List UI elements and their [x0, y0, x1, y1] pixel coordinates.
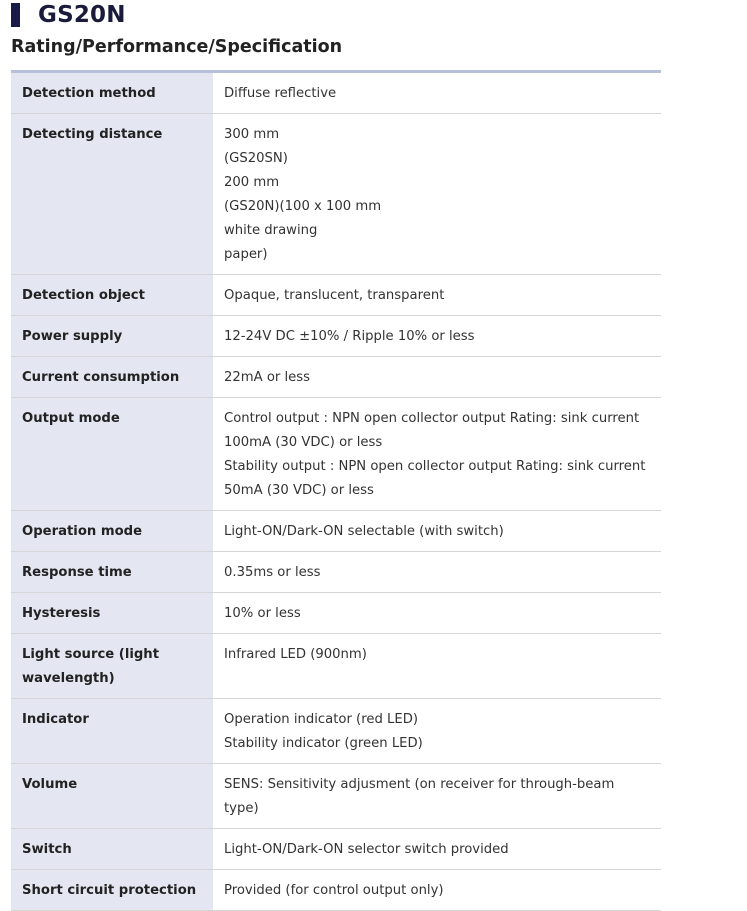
spec-row	[11, 316, 661, 357]
spec-label: Indicator	[11, 699, 213, 764]
spec-value	[213, 870, 661, 911]
spec-label: Detecting distance	[11, 114, 213, 275]
spec-value-line: 300 mm	[224, 127, 280, 142]
heading-accent-bar	[11, 3, 20, 27]
spec-label: Switch	[11, 829, 213, 870]
spec-value	[213, 552, 661, 593]
spec-label: Power supply	[11, 316, 213, 357]
spec-value-line: white drawing	[224, 223, 318, 238]
spec-label: Short circuit protection	[11, 870, 213, 911]
spec-value-line: Stability indicator (green LED)	[224, 736, 423, 751]
spec-label: Response time	[11, 552, 213, 593]
spec-value	[213, 357, 661, 398]
spec-value-line: Operation indicator (red LED)	[224, 712, 418, 727]
spec-value-line: Light-ON/Dark-ON selectable (with switch)	[224, 524, 504, 539]
spec-label: Current consumption	[11, 357, 213, 398]
spec-table-body	[11, 72, 661, 911]
spec-table	[11, 70, 661, 911]
spec-row	[11, 552, 661, 593]
spec-label: Detection method	[11, 72, 213, 114]
spec-label: Operation mode	[11, 511, 213, 552]
spec-row	[11, 357, 661, 398]
spec-value	[213, 634, 661, 699]
spec-value	[213, 511, 661, 552]
spec-value-line: 50mA (30 VDC) or less	[224, 483, 374, 498]
spec-value-line: Control output : NPN open collector output Rating: sink current	[224, 411, 640, 426]
spec-value-line: 200 mm	[224, 175, 280, 190]
spec-row	[11, 511, 661, 552]
section-title: Rating/Performance/Specification	[11, 37, 343, 57]
spec-value-line: SENS: Sensitivity adjusment (on receiver for through-beam type)	[224, 777, 615, 816]
spec-label: Light source (light wavelength)	[11, 634, 213, 699]
spec-value-line: 12-24V DC ±10% / Ripple 10% or less	[224, 329, 475, 344]
spec-row	[11, 829, 661, 870]
spec-value	[213, 398, 661, 511]
spec-label: Hysteresis	[11, 593, 213, 634]
spec-value	[213, 764, 661, 829]
spec-row	[11, 72, 661, 114]
spec-value-line: 0.35ms or less	[224, 565, 321, 580]
spec-value-line: Stability output : NPN open collector output Rating: sink current	[224, 459, 646, 474]
spec-row	[11, 634, 661, 699]
spec-value-line: (GS20N)(100 x 100 mm	[224, 199, 382, 214]
spec-value	[213, 316, 661, 357]
spec-label: Output mode	[11, 398, 213, 511]
spec-value	[213, 699, 661, 764]
spec-value-line: 100mA (30 VDC) or less	[224, 435, 383, 450]
spec-row	[11, 764, 661, 829]
product-name: GS20N	[38, 2, 126, 28]
spec-row	[11, 275, 661, 316]
spec-value	[213, 275, 661, 316]
spec-value	[213, 829, 661, 870]
spec-row	[11, 398, 661, 511]
spec-value-line: (GS20SN)	[224, 151, 288, 166]
spec-value-line: Infrared LED (900nm)	[224, 647, 367, 662]
spec-row	[11, 870, 661, 911]
spec-row	[11, 114, 661, 275]
spec-value-line: Diffuse reflective	[224, 86, 337, 101]
spec-value	[213, 593, 661, 634]
spec-value-line: 22mA or less	[224, 370, 311, 385]
spec-value	[213, 114, 661, 275]
product-heading	[11, 0, 126, 30]
spec-label: Detection object	[11, 275, 213, 316]
spec-value	[213, 72, 661, 114]
spec-value-line: Light-ON/Dark-ON selector switch provided	[224, 842, 509, 857]
spec-row	[11, 699, 661, 764]
spec-value-line: paper)	[224, 247, 268, 262]
spec-value-line: 10% or less	[224, 606, 301, 621]
spec-label: Volume	[11, 764, 213, 829]
spec-value-line: Provided (for control output only)	[224, 883, 444, 898]
spec-row	[11, 593, 661, 634]
spec-value-line: Opaque, translucent, transparent	[224, 288, 445, 303]
